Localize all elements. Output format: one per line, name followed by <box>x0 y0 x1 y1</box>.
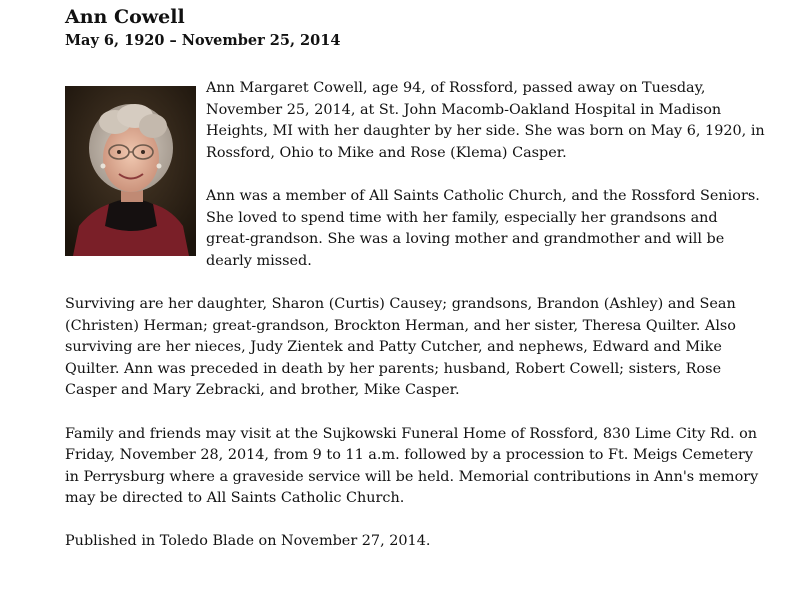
paragraph-4: Family and friends may visit at the Sujkowski Funeral Home of Rossford, 830 Lime City Rd. on Friday, November 28, 2014, from 9 to 11 a.m. followed by a procession to Ft. Meigs Cemetery in Perrysburg where a graveside service will be held. Memorial contributions in Ann's memory may be directed to All Saints Catholic Church. <box>65 425 759 507</box>
paragraph-3: Surviving are her daughter, Sharon (Curtis) Causey; grandsons, Brandon (Ashley) and Sean (Christen) Herman; great-grandson, Brockton Herman, and her sister, Theresa Quilter. Also surviving are her nieces, Judy Zientek and Patty Cutcher, and nephews, Edward and Mike Quilter. Ann was preceded in death by her parents; husband, Robert Cowell; sisters, Rose Casper and Mary Zebracki, and brother, Mike Casper. <box>65 295 736 399</box>
paragraph-2: Ann was a member of All Saints Catholic Church, and the Rossford Seniors. She loved to spend time with her family, especially her grandsons and great-grandson. She was a loving mother and grandmother and will be dearly missed. <box>206 187 760 269</box>
obituary-name: Ann Cowell <box>65 6 185 28</box>
paragraph-1: Ann Margaret Cowell, age 94, of Rossford, passed away on Tuesday, November 25, 2014, at St. John Macomb-Oakland Hospital in Madison Heights, MI with her daughter by her side. She was born on May 6, 1920, in Rossford, Ohio to Mike and Rose (Klema) Casper. <box>206 80 765 161</box>
obituary-page <box>65 4 765 553</box>
obituary-body <box>65 78 765 553</box>
portrait-icon <box>65 86 196 256</box>
portrait-photo <box>65 86 196 256</box>
publication-note: Published in Toledo Blade on November 27, 2014. <box>65 533 431 550</box>
obituary-dates: May 6, 1920 – November 25, 2014 <box>65 32 341 49</box>
